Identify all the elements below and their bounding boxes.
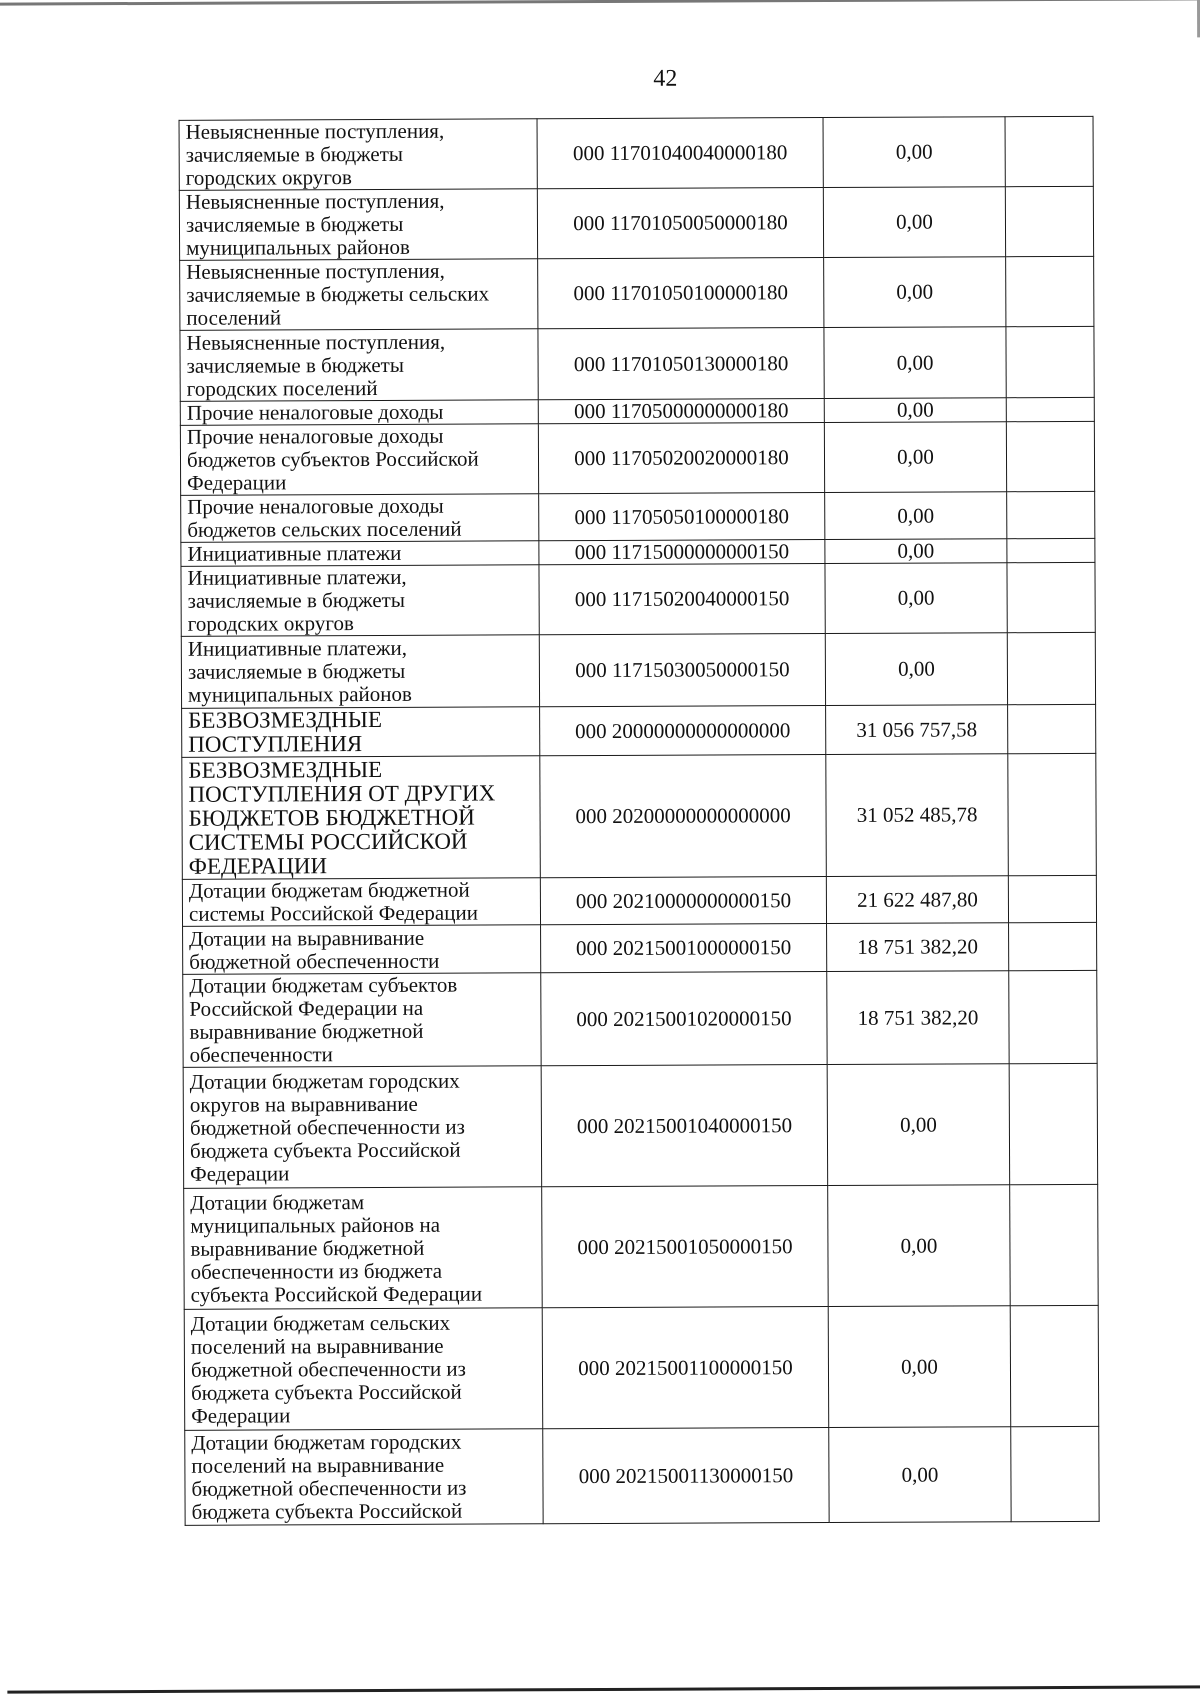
- table-row: [183, 1063, 1098, 1188]
- row-name: Дотации бюджетам городских округов на выравнивание бюджетной обеспеченности из бюджета субъекта Российской Федерации: [183, 1066, 542, 1189]
- row-code: 000 20215001100000150: [542, 1307, 829, 1429]
- row-name: Дотации бюджетам бюджетной системы Российской Федерации: [182, 878, 540, 927]
- row-amount: 0,00: [828, 1306, 1011, 1428]
- scan-edge-bottom: [7, 1685, 1200, 1693]
- row-name: Дотации бюджетам муниципальных районов на выравнивание бюджетной обеспеченности из бюджета субъекта Российской Федерации: [184, 1187, 543, 1310]
- row-amount: 0,00: [823, 187, 1005, 258]
- row-code: 000 20200000000000000: [540, 755, 827, 878]
- table-row: [180, 326, 1094, 401]
- row-code: 000 20215001130000150: [543, 1428, 829, 1524]
- row-code: 000 11715030050000150: [539, 634, 825, 707]
- row-name: Инициативные платежи, зачисляемые в бюджеты городских округов: [181, 565, 539, 637]
- table-row: [184, 1184, 1099, 1309]
- row-empty-cell: [1007, 491, 1095, 538]
- table-row: [182, 704, 1096, 757]
- row-amount: 0,00: [825, 492, 1007, 540]
- row-amount: 18 751 382,20: [827, 971, 1009, 1065]
- table-row: [182, 753, 1097, 879]
- table-row: [182, 875, 1096, 926]
- row-code: 000 20215001020000150: [541, 972, 827, 1066]
- row-empty-cell: [1005, 116, 1093, 186]
- row-empty-cell: [1006, 256, 1094, 326]
- row-empty-cell: [1008, 704, 1096, 753]
- row-code: 000 11701050130000180: [538, 328, 824, 400]
- row-code: 000 11715000000000150: [539, 540, 825, 565]
- table-row: [183, 970, 1097, 1067]
- row-name: Инициативные платежи: [181, 541, 539, 567]
- row-amount: 0,00: [827, 1064, 1010, 1186]
- row-amount: 0,00: [828, 1185, 1011, 1307]
- row-name: Невыясненные поступления, зачисляемые в бюджеты сельских поселений: [180, 259, 538, 331]
- row-code: 000 11705050100000180: [539, 493, 825, 541]
- table-row: [181, 491, 1095, 542]
- table-row: [179, 186, 1093, 260]
- table-row: [184, 1305, 1099, 1430]
- row-empty-cell: [1010, 1305, 1099, 1426]
- table-row: [180, 421, 1094, 495]
- page-number: 42: [653, 65, 678, 92]
- table-row: [179, 116, 1093, 190]
- table-row: [185, 1426, 1099, 1525]
- row-code: 000 20215001000000150: [541, 924, 827, 973]
- row-code: 000 11701040040000180: [537, 118, 823, 189]
- row-empty-cell: [1005, 186, 1093, 256]
- scan-edge-top: [0, 0, 1200, 6]
- table-row: [181, 632, 1095, 708]
- row-amount: 31 056 757,58: [826, 705, 1008, 755]
- table-row: [181, 562, 1095, 636]
- row-empty-cell: [1006, 326, 1094, 397]
- row-code: 000 11701050050000180: [537, 188, 823, 259]
- row-empty-cell: [1009, 1063, 1098, 1184]
- row-code: 000 11705020020000180: [538, 423, 824, 494]
- row-name: БЕЗВОЗМЕЗДНЫЕ ПОСТУПЛЕНИЯ ОТ ДРУГИХ БЮДЖЕТОВ БЮДЖЕТНОЙ СИСТЕМЫ РОССИЙСКОЙ ФЕДЕРАЦИИ: [182, 756, 541, 880]
- row-empty-cell: [1007, 538, 1095, 562]
- row-amount: 0,00: [825, 563, 1007, 634]
- row-name: Невыясненные поступления, зачисляемые в бюджеты городских округов: [179, 119, 537, 191]
- row-code: 000 11705000000000180: [538, 399, 824, 424]
- row-name: Дотации бюджетам сельских поселений на выравнивание бюджетной обеспеченности из бюджета субъекта Российской Федерации: [184, 1308, 543, 1431]
- row-code: 000 20210000000000150: [540, 877, 826, 925]
- row-empty-cell: [1011, 1426, 1099, 1521]
- row-empty-cell: [1008, 875, 1096, 922]
- row-amount: 0,00: [825, 633, 1007, 706]
- row-amount: 0,00: [825, 539, 1007, 564]
- row-amount: 21 622 487,80: [826, 876, 1008, 924]
- row-amount: 0,00: [824, 327, 1006, 399]
- row-name: Дотации на выравнивание бюджетной обеспеченности: [183, 925, 541, 975]
- row-name: Прочие неналоговые доходы бюджетов субъектов Российской Федерации: [180, 424, 538, 496]
- row-code: 000 11701050100000180: [538, 258, 824, 329]
- row-empty-cell: [1006, 397, 1094, 421]
- row-code: 000 11715020040000150: [539, 564, 825, 635]
- row-empty-cell: [1009, 922, 1097, 970]
- row-code: 000 20000000000000000: [540, 706, 826, 756]
- row-empty-cell: [1007, 562, 1095, 632]
- table-row: [183, 922, 1097, 974]
- row-empty-cell: [1010, 1184, 1099, 1305]
- row-name: БЕЗВОЗМЕЗДНЫЕ ПОСТУПЛЕНИЯ: [182, 707, 540, 758]
- row-name: Инициативные платежи, зачисляемые в бюджеты муниципальных районов: [181, 635, 539, 709]
- row-name: Дотации бюджетам городских поселений на выравнивание бюджетной обеспеченности из бюджета субъекта Российской: [185, 1429, 543, 1526]
- budget-revenue-table: [179, 116, 1100, 1526]
- row-name: Прочие неналоговые доходы: [180, 400, 538, 426]
- row-name: Невыясненные поступления, зачисляемые в бюджеты городских поселений: [180, 329, 538, 402]
- row-amount: 0,00: [824, 257, 1006, 328]
- row-code: 000 20215001050000150: [542, 1186, 829, 1308]
- row-name: Дотации бюджетам субъектов Российской Федерации на выравнивание бюджетной обеспеченности: [183, 973, 541, 1068]
- row-empty-cell: [1008, 753, 1097, 875]
- row-code: 000 20215001040000150: [541, 1065, 828, 1187]
- row-amount: 18 751 382,20: [827, 923, 1009, 972]
- row-name: Невыясненные поступления, зачисляемые в бюджеты муниципальных районов: [179, 189, 537, 261]
- row-amount: 0,00: [824, 398, 1006, 423]
- row-amount: 0,00: [829, 1427, 1011, 1523]
- row-amount: 0,00: [823, 117, 1005, 188]
- table-body: [179, 116, 1099, 1525]
- row-empty-cell: [1006, 421, 1094, 491]
- row-empty-cell: [1007, 632, 1095, 704]
- row-name: Прочие неналоговые доходы бюджетов сельских поселений: [181, 494, 539, 543]
- table-row: [180, 256, 1094, 330]
- row-empty-cell: [1009, 970, 1097, 1063]
- row-amount: 0,00: [824, 422, 1006, 493]
- row-amount: 31 052 485,78: [826, 754, 1009, 877]
